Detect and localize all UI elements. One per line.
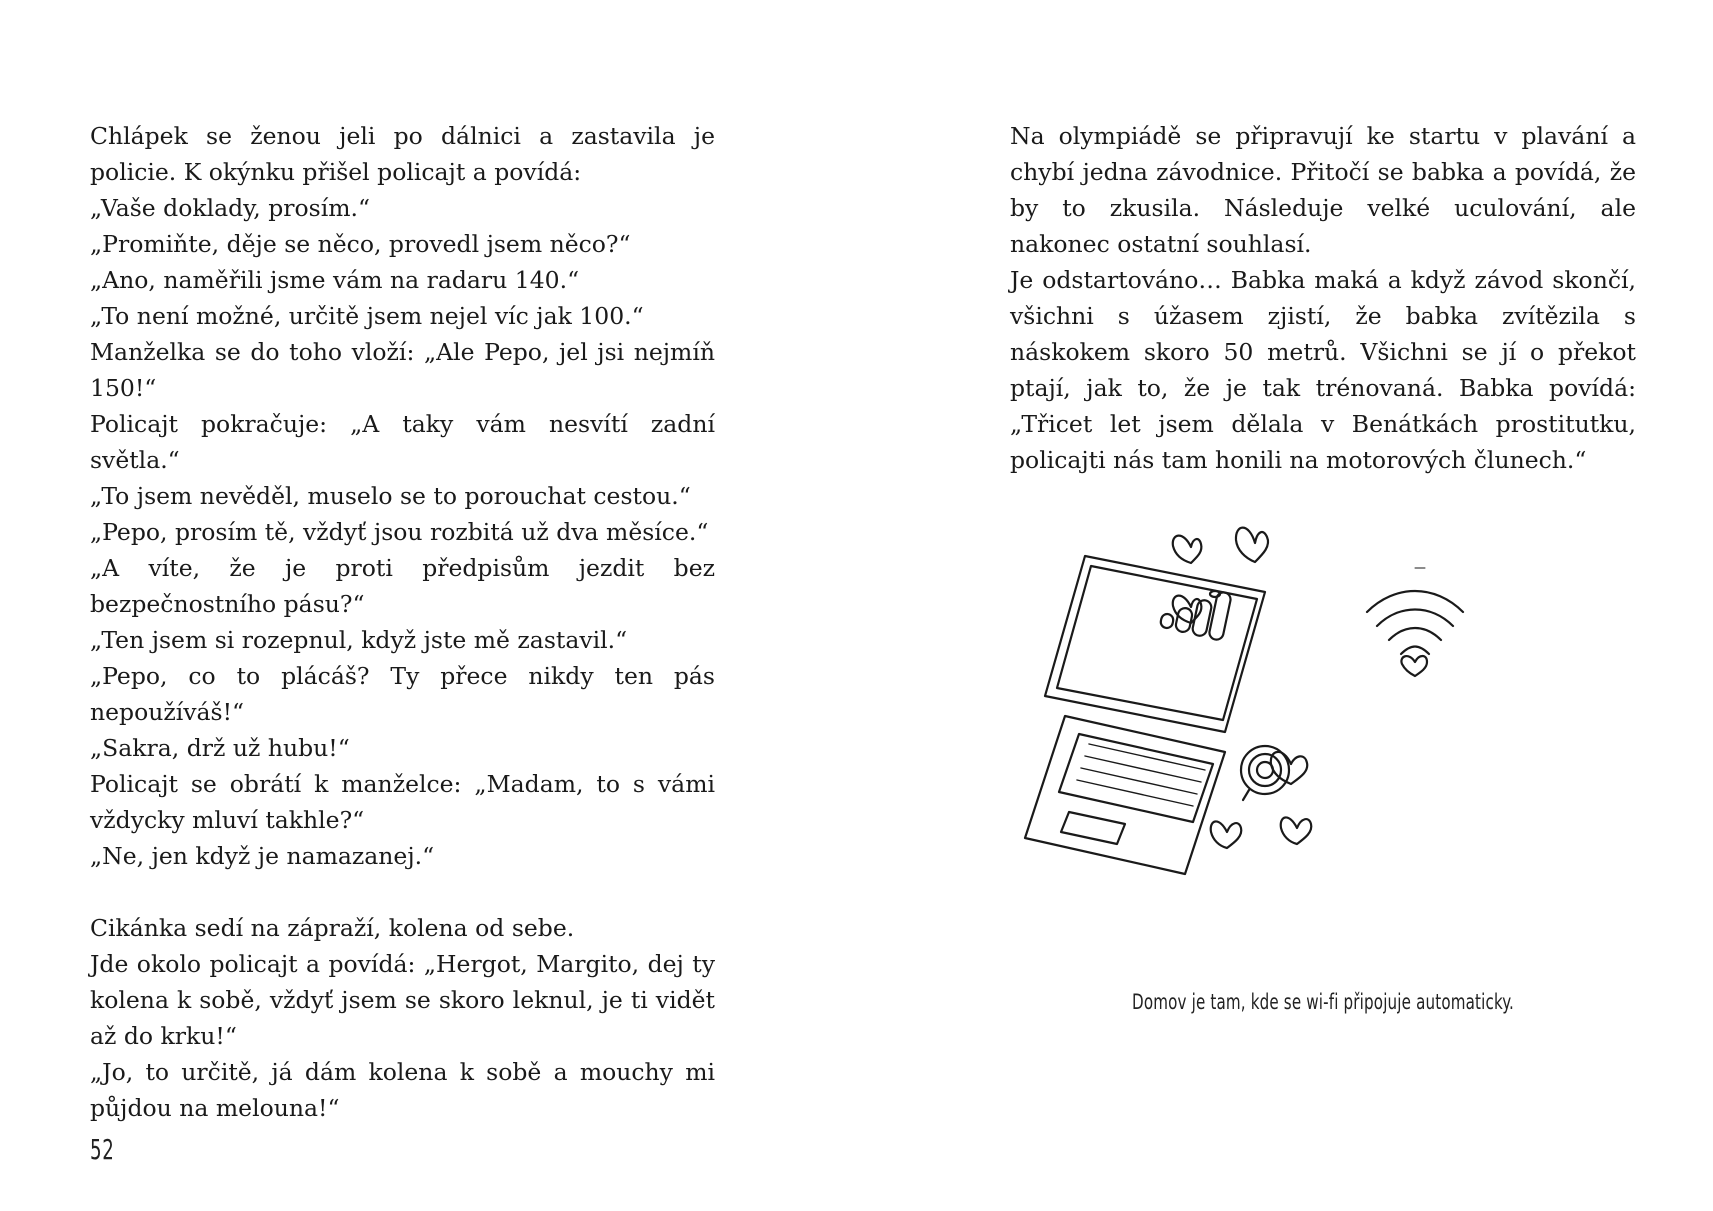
joke3-line: Na olympiádě se připravují ke startu v plavání a chybí jedna závodnice. Přitočí se babka a povídá, že by to zkusila. Následuje velké uculování, ale nakonec ostatní souhlasí. — [1010, 122, 1636, 258]
right-text-column — [1010, 118, 1636, 478]
page-number: 52 — [90, 1133, 115, 1166]
joke1-line: „Pepo, co to plácáš? Ty přece nikdy ten pás nepoužíváš!“ — [90, 662, 715, 726]
joke1-line: „To není možné, určitě jsem nejel víc jak 100.“ — [90, 302, 644, 330]
left-page — [0, 0, 856, 1211]
heart-icon — [1236, 528, 1268, 562]
joke1-line: „Ten jsem si rozepnul, když jste mě zastavil.“ — [90, 626, 628, 654]
joke1-line: Policajt pokračuje: „A taky vám nesvítí zadní světla.“ — [90, 410, 715, 474]
paragraph-gap — [90, 874, 715, 910]
joke1-line: „A víte, že je proti předpisům jezdit bez bezpečnostního pásu?“ — [90, 554, 715, 618]
wifi-icon — [1367, 568, 1463, 676]
joke1-line: „Sakra, drž už hubu!“ — [90, 734, 350, 762]
heart-icon — [1173, 536, 1202, 563]
right-page — [856, 0, 1713, 1211]
illustration-caption: Domov je tam, kde se wi-fi připojuje automaticky. — [1132, 990, 1514, 1014]
joke1-line: Policajt se obrátí k manželce: „Madam, to s vámi vždycky mluví takhle?“ — [90, 770, 715, 834]
joke2-line: Jde okolo policajt a povídá: „Hergot, Margito, dej ty kolena k sobě, vždyť jsem se skoro leknul, je ti vidět až do krku!“ — [90, 950, 715, 1050]
heart-icon — [1211, 821, 1242, 848]
coffee-cup-icon — [1241, 746, 1289, 800]
joke1-line: „To jsem nevěděl, muselo se to porouchat cestou.“ — [90, 482, 691, 510]
joke1-line: Manželka se do toho vloží: „Ale Pepo, jel jsi nejmíň 150!“ — [90, 338, 715, 402]
joke1-line: Chlápek se ženou jeli po dálnici a zastavila je policie. K okýnku přišel policajt a povídá: — [90, 122, 715, 186]
joke1-line: „Promiňte, děje se něco, provedl jsem něco?“ — [90, 230, 631, 258]
heart-icon — [1281, 817, 1312, 844]
laptop-wifi-illustration — [1105, 502, 1545, 942]
joke1-line: „Ano, naměřili jsme vám na radaru 140.“ — [90, 266, 580, 294]
joke2-line: Cikánka sedí na zápraží, kolena od sebe. — [90, 914, 575, 942]
joke2-line: „Jo, to určitě, já dám kolena k sobě a mouchy mi půjdou na melouna!“ — [90, 1058, 715, 1122]
joke3-line: Je odstartováno… Babka maká a když závod skončí, všichni s úžasem zjistí, že babka zvítězila s náskokem skoro 50 metrů. Všichni se jí o překot ptají, jak to, že je tak trénovaná. Babka povídá: „Třicet let jsem dělala v Benátkách prostitutku, policajti nás tam honili na motorových člunech.“ — [1010, 266, 1636, 474]
joke1-line: „Pepo, prosím tě, vždyť jsou rozbitá už dva měsíce.“ — [90, 518, 709, 546]
left-text-column — [90, 118, 715, 1126]
joke1-line: „Vaše doklady, prosím.“ — [90, 194, 371, 222]
joke1-line: „Ne, jen když je namazanej.“ — [90, 842, 435, 870]
